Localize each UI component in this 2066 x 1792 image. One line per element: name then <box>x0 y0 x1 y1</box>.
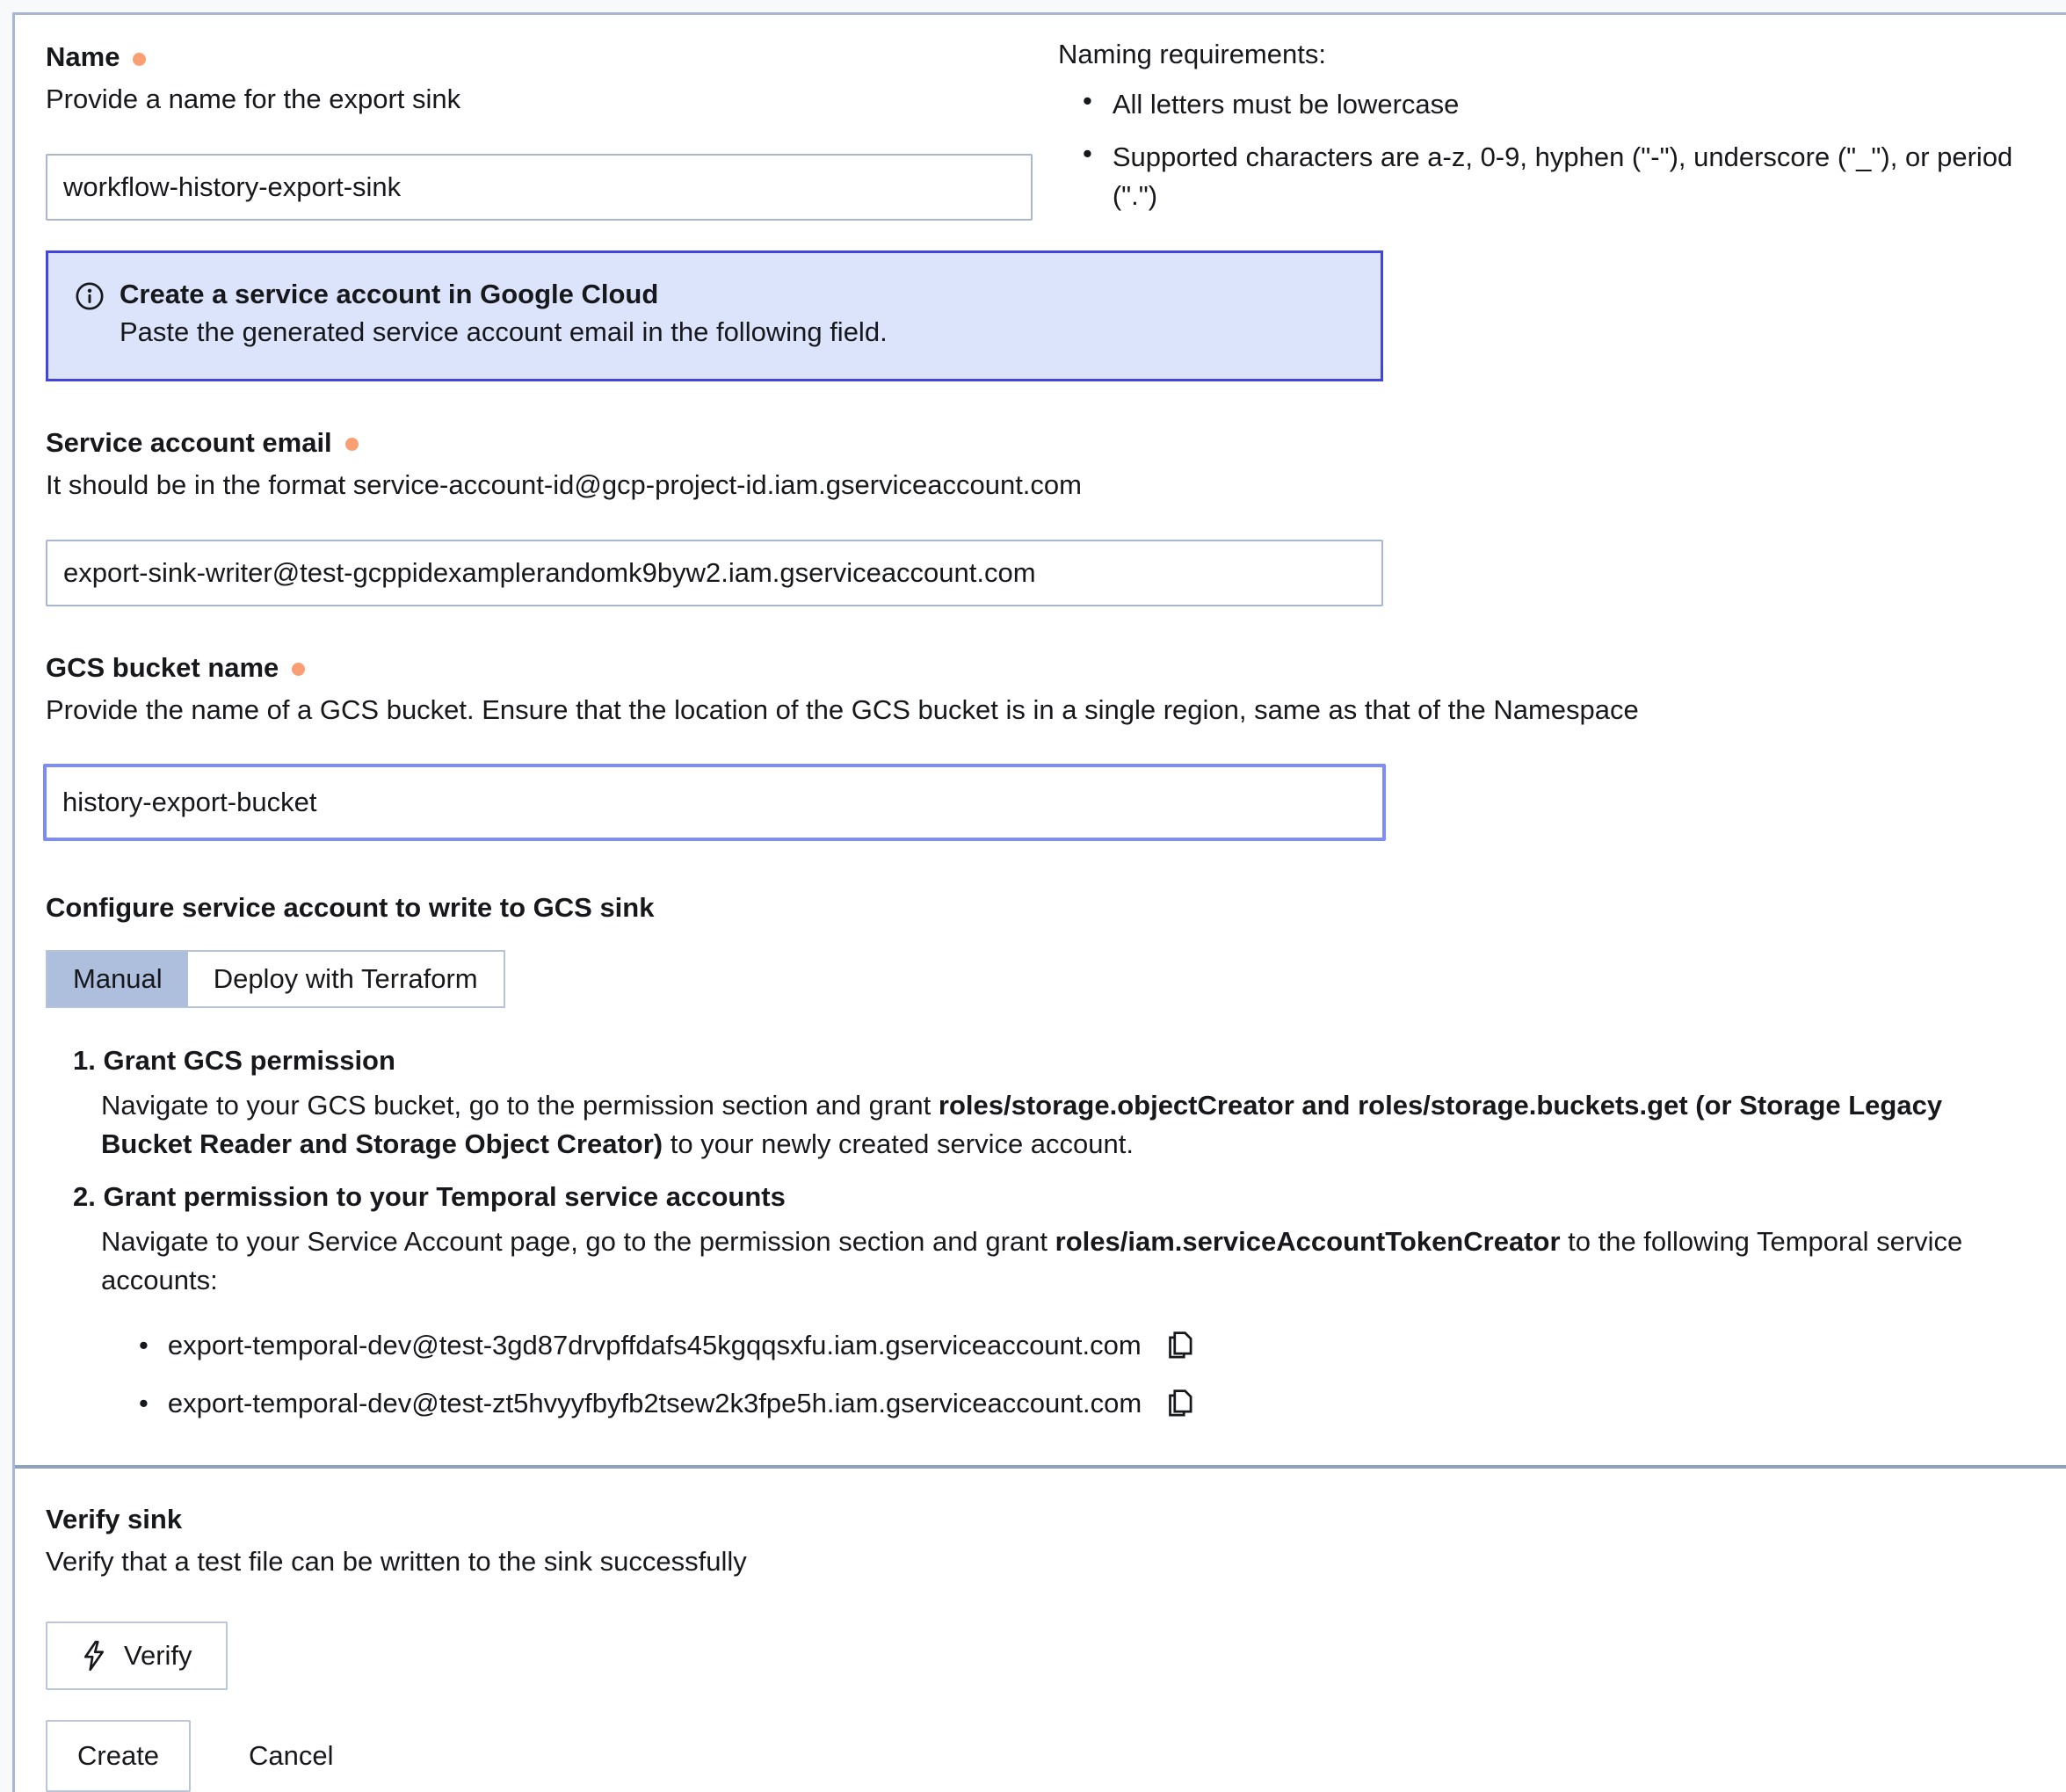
temporal-service-account-email: export-temporal-dev@test-zt5hvyyfbyfb2tsew2k3fpe5h.iam.gserviceaccount.com <box>167 1388 1142 1419</box>
list-item <box>139 1388 2013 1419</box>
step-1-body: Navigate to your GCS bucket, go to the permission section and grant roles/storage.objectCreator and roles/storage.buckets.get (or Storage Legacy Bucket Reader and Storage Object Creator) to your newly created service account. <box>101 1090 1943 1160</box>
copy-button[interactable] <box>1164 1389 1194 1418</box>
step-1-title: 1. Grant GCS permission <box>73 1045 395 1077</box>
create-button[interactable]: Create <box>46 1720 191 1792</box>
tab-manual[interactable]: Manual <box>47 952 188 1006</box>
configure-section-title: Configure service account to write to GCS sink <box>46 892 655 924</box>
step-2-title: 2. Grant permission to your Temporal service accounts <box>73 1181 786 1213</box>
naming-requirement-item: • Supported characters are a-z, 0-9, hyphen ("-"), underscore ("_"), or period (".") <box>1058 138 2047 214</box>
copy-icon <box>1164 1389 1194 1418</box>
lightning-bolt-icon <box>81 1641 107 1671</box>
info-banner-description: Paste the generated service account email in the following field. <box>120 316 888 347</box>
copy-button[interactable] <box>1164 1331 1194 1360</box>
gcs-bucket-description: Provide the name of a GCS bucket. Ensure that the location of the GCS bucket is in a single region, same as that of the Namespace <box>46 693 1639 725</box>
naming-requirements <box>1058 39 2047 214</box>
configure-tabs <box>46 950 505 1008</box>
gcs-bucket-label: GCS bucket name <box>46 651 279 683</box>
service-account-email-description: It should be in the format service-account-id@gcp-project-id.iam.gserviceaccount.com <box>46 468 1082 500</box>
tab-deploy-with-terraform[interactable]: Deploy with Terraform <box>188 952 504 1006</box>
service-account-info-banner <box>46 250 1383 381</box>
export-sink-form-panel <box>12 12 2066 1792</box>
info-banner-title: Create a service account in Google Cloud <box>120 278 659 309</box>
name-field-description: Provide a name for the export sink <box>46 83 461 114</box>
cancel-button[interactable]: Cancel <box>249 1740 334 1772</box>
name-field-label: Name <box>46 41 120 72</box>
section-divider <box>15 1465 2066 1469</box>
copy-icon <box>1164 1331 1194 1360</box>
bullet: • <box>1083 85 1092 116</box>
naming-requirements-title: Naming requirements: <box>1058 39 1326 69</box>
bullet: • <box>139 1330 149 1361</box>
form-actions <box>46 1720 2013 1792</box>
verify-section <box>46 1504 2013 1690</box>
required-dot <box>292 663 305 676</box>
list-item <box>139 1330 2013 1361</box>
configure-section <box>46 892 2013 1419</box>
temporal-service-account-email: export-temporal-dev@test-3gd87drvpffdafs45kgqqsxfu.iam.gserviceaccount.com <box>167 1330 1142 1361</box>
service-account-email-label: Service account email <box>46 426 332 458</box>
required-dot <box>133 53 146 66</box>
verify-button[interactable]: Verify <box>46 1622 228 1690</box>
verify-section-title: Verify sink <box>46 1504 183 1535</box>
bullet: • <box>1083 138 1092 170</box>
verify-section-description: Verify that a test file can be written to the sink successfully <box>46 1546 747 1578</box>
info-circle-icon <box>75 281 105 311</box>
name-input[interactable] <box>46 154 1033 221</box>
required-dot <box>345 438 359 451</box>
gcs-bucket-section <box>46 652 2013 842</box>
bullet: • <box>139 1388 149 1419</box>
temporal-service-account-list <box>139 1330 2013 1419</box>
service-account-email-section <box>46 427 2013 606</box>
manual-steps <box>73 1045 2013 1419</box>
step-2-body: Navigate to your Service Account page, go to the permission section and grant roles/iam.serviceAccountTokenCreator to the following Temporal service accounts: <box>101 1226 1963 1296</box>
naming-requirement-item: • All letters must be lowercase <box>1058 85 2047 123</box>
service-account-email-input[interactable] <box>46 540 1383 606</box>
gcs-bucket-input[interactable] <box>43 764 1386 841</box>
